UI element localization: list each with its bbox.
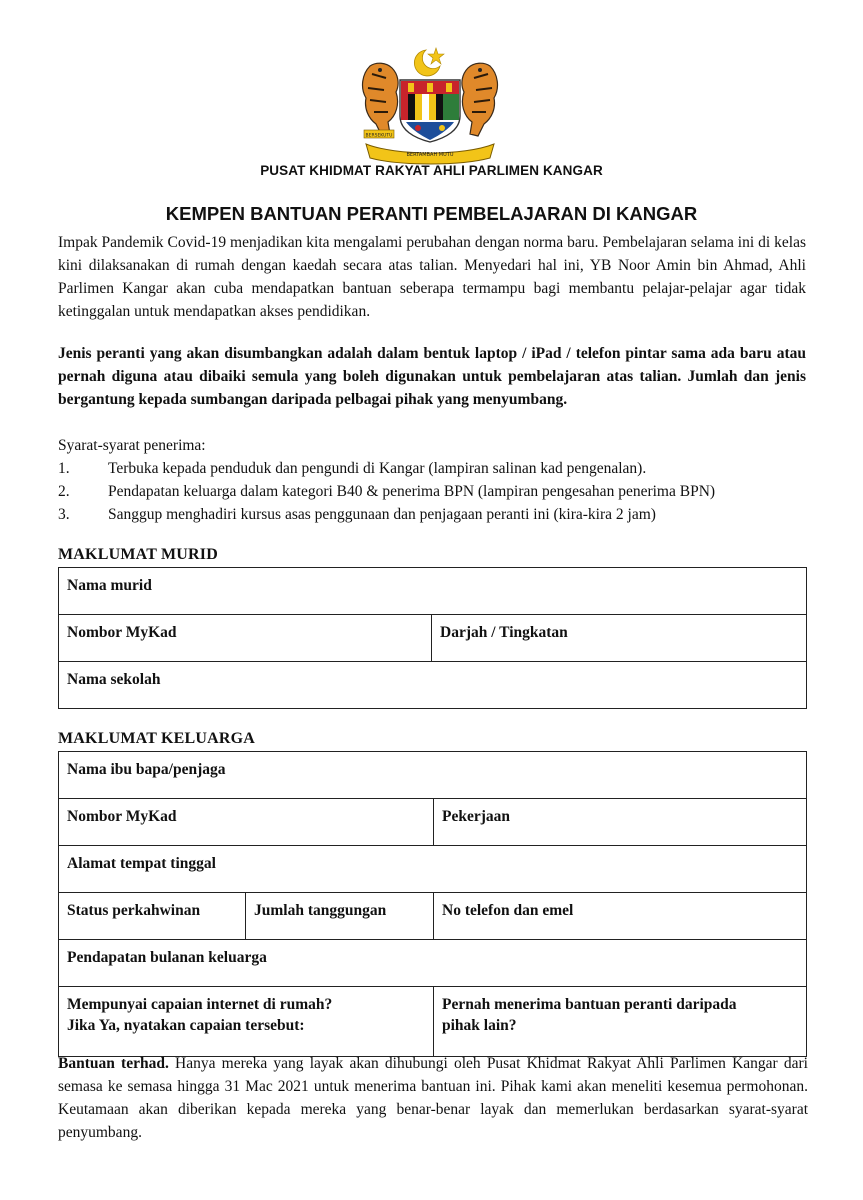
- address-field[interactable]: [59, 846, 807, 893]
- crescent-star-icon: [414, 48, 444, 76]
- student-mykad-field[interactable]: [59, 615, 432, 662]
- footer-note: [58, 1052, 808, 1144]
- device-info-paragraph: Jenis peranti yang akan disumbangkan adalah dalam bentuk laptop / iPad / telefon pintar sama ada baru atau pernah diguna atau dibaiki semula yang boleh digunakan untuk pembelajaran atas talian. Jumlah dan jenis bergantung kepada sumbangan daripada pelbagai pihak yang menyumbang.: [58, 345, 806, 408]
- page-title: KEMPEN BANTUAN PERANTI PEMBELAJARAN DI KANGAR: [165, 203, 698, 224]
- address-label: Alamat tempat tinggal: [67, 855, 216, 872]
- internet-access-field[interactable]: [59, 987, 434, 1057]
- requirement-text: Terbuka kepada penduduk dan pengundi di Kangar (lampiran salinan kad pengenalan).: [108, 460, 647, 477]
- student-name-field[interactable]: [59, 568, 807, 615]
- student-mykad-label: Nombor MyKad: [67, 624, 177, 641]
- guardian-mykad-label: Nombor MyKad: [67, 808, 177, 825]
- requirement-text: Pendapatan keluarga dalam kategori B40 & penerima BPN (lampiran pengesahan penerima BPN): [108, 483, 716, 500]
- prior-aid-field[interactable]: [434, 987, 807, 1057]
- student-info-table: [58, 567, 807, 709]
- requirement-item: [58, 480, 818, 503]
- crest-motto-center: BERTAMBAH MUTU: [406, 152, 454, 158]
- contact-field[interactable]: [434, 893, 807, 940]
- crest-motto-left: BERSEKUTU: [365, 133, 393, 139]
- guardian-name-field[interactable]: [59, 752, 807, 799]
- family-section-heading: MAKLUMAT KELUARGA: [58, 730, 256, 747]
- prior-aid-question-line1: Pernah menerima bantuan peranti daripada: [442, 996, 737, 1013]
- requirement-number: 3.: [58, 506, 70, 523]
- left-tiger-icon: [363, 63, 399, 136]
- student-grade-label: Darjah / Tingkatan: [440, 624, 568, 641]
- dependents-label: Jumlah tanggungan: [254, 902, 387, 919]
- occupation-label: Pekerjaan: [442, 808, 511, 825]
- coat-of-arms-emblem: [356, 44, 504, 166]
- student-name-label: Nama murid: [67, 577, 152, 594]
- organization-name: PUSAT KHIDMAT RAKYAT AHLI PARLIMEN KANGAR: [260, 163, 603, 178]
- internet-access-detail: Jika Ya, nyatakan capaian tersebut:: [67, 1017, 305, 1034]
- requirement-item: [58, 457, 818, 480]
- guardian-name-label: Nama ibu bapa/penjaga: [67, 761, 226, 778]
- student-section-heading: MAKLUMAT MURID: [58, 546, 218, 563]
- marital-status-label: Status perkahwinan: [67, 902, 201, 919]
- internet-access-question: Mempunyai capaian internet di rumah?: [67, 996, 333, 1013]
- guardian-mykad-field[interactable]: [59, 799, 434, 846]
- requirement-text: Sanggup menghadiri kursus asas penggunaan dan penjagaan peranti ini (kira-kira 2 jam): [108, 506, 656, 523]
- requirements-list: [58, 457, 818, 526]
- dependents-field[interactable]: [246, 893, 434, 940]
- contact-label: No telefon dan emel: [442, 902, 574, 919]
- shield-icon: [400, 80, 460, 142]
- prior-aid-question-line2: pihak lain?: [442, 1017, 517, 1034]
- requirement-item: [58, 503, 818, 526]
- income-label: Pendapatan bulanan keluarga: [67, 949, 267, 966]
- student-grade-field[interactable]: [432, 615, 807, 662]
- right-tiger-icon: [462, 63, 498, 136]
- requirement-number: 1.: [58, 460, 70, 477]
- income-field[interactable]: [59, 940, 807, 987]
- footer-lead: Bantuan terhad.: [58, 1055, 169, 1072]
- school-name-field[interactable]: [59, 662, 807, 709]
- marital-status-field[interactable]: [59, 893, 246, 940]
- occupation-field[interactable]: [434, 799, 807, 846]
- school-name-label: Nama sekolah: [67, 671, 161, 688]
- family-info-table: [58, 751, 807, 1057]
- requirement-number: 2.: [58, 483, 70, 500]
- requirements-title: Syarat-syarat penerima:: [58, 437, 206, 454]
- footer-text: Hanya mereka yang layak akan dihubungi oleh Pusat Khidmat Rakyat Ahli Parlimen Kangar dari semasa ke semasa hingga 31 Mac 2021 untuk menerima bantuan ini. Pihak kami akan meneliti kesemua permohonan. Keutamaan akan diberikan kepada mereka yang benar-benar layak dan memerlukan berdasarkan syarat-syarat penyumbang.: [58, 1055, 808, 1141]
- intro-paragraph: Impak Pandemik Covid-19 menjadikan kita mengalami perubahan dengan norma baru. Pembelajaran selama ini di kelas kini dilaksanakan di rumah dengan kaedah secara atas talian. Menyedari hal ini, YB Noor Amin bin Ahmad, Ahli Parlimen Kangar akan cuba mendapatkan bantuan seberapa termampu bagi membantu pelajar-pelajar agar tidak ketinggalan untuk mendapatkan akses pendidikan.: [58, 234, 806, 320]
